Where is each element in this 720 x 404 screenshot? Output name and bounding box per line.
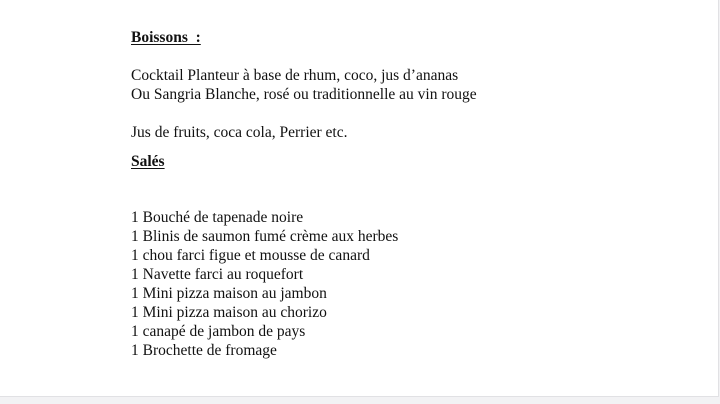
sales-item-brochette: 1 Brochette de fromage (131, 342, 277, 359)
boissons-line-sangria: Ou Sangria Blanche, rosé ou traditionnelle au vin rouge (131, 86, 477, 103)
boissons-line-juices: Jus de fruits, coca cola, Perrier etc. (131, 124, 348, 141)
sales-item-canape: 1 canapé de jambon de pays (131, 323, 306, 340)
sales-list (131, 208, 691, 360)
boissons-drinks-block (131, 66, 691, 104)
sales-item-blinis: 1 Blinis de saumon fumé crème aux herbes (131, 228, 399, 245)
boissons-line-cocktail: Cocktail Planteur à base de rhum, coco, jus d’ananas (131, 67, 459, 84)
sales-item-tapenade: 1 Bouché de tapenade noire (131, 209, 304, 226)
document-content (131, 28, 691, 360)
sales-item-chou: 1 chou farci figue et mousse de canard (131, 247, 370, 264)
sales-heading: Salés (131, 153, 165, 170)
sales-item-pizza-jambon: 1 Mini pizza maison au jambon (131, 285, 327, 302)
sales-item-navette: 1 Navette farci au roquefort (131, 266, 304, 283)
sales-item-pizza-chorizo: 1 Mini pizza maison au chorizo (131, 304, 327, 321)
boissons-heading: Boissons : (131, 29, 201, 46)
